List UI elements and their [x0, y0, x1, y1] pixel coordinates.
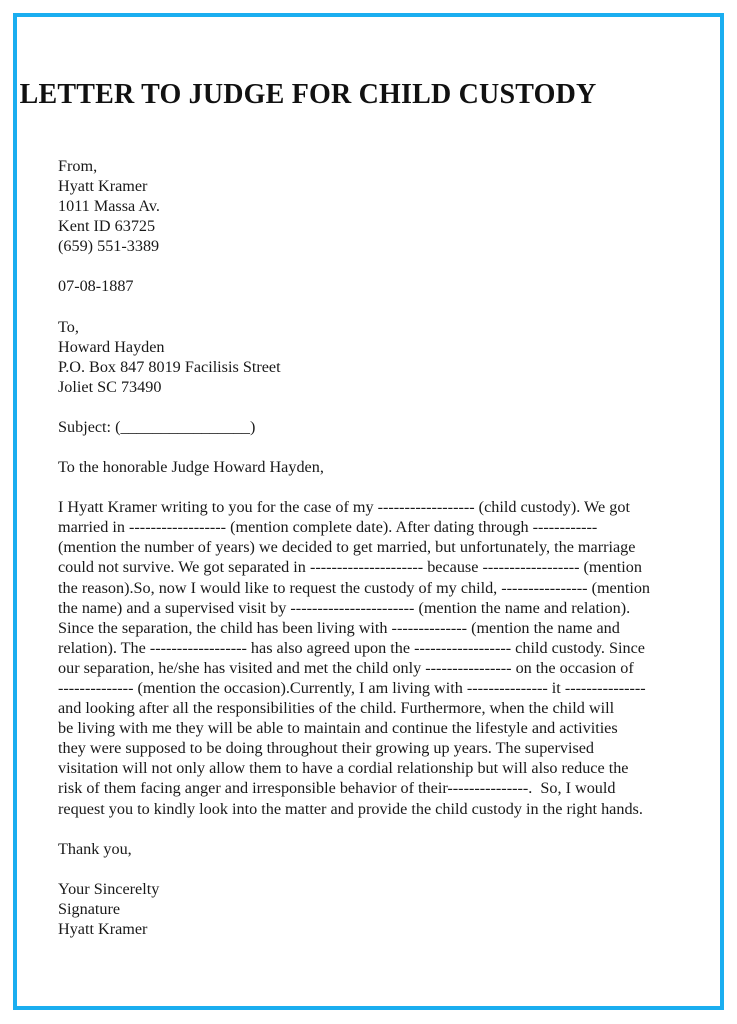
recipient-street: P.O. Box 847 8019 Facilisis Street	[58, 357, 281, 376]
sender-name: Hyatt Kramer	[58, 177, 148, 196]
body-line: they were supposed to be doing throughout their growing up years. The supervised	[58, 739, 595, 758]
body-lines	[58, 497, 678, 819]
salutation-text: To the honorable Judge Howard Hayden,	[58, 458, 324, 477]
body-line: the reason).So, now I would like to request the custody of my child, ---------------- (mention	[58, 578, 651, 597]
body-line: I Hyatt Kramer writing to you for the case of my ------------------ (child custody). We got	[58, 498, 630, 517]
spacer-after-date	[58, 297, 678, 317]
recipient-name: Howard Hayden	[58, 337, 165, 356]
salutation-block	[58, 457, 678, 477]
subject-text: Subject: (________________)	[58, 417, 256, 436]
spacer-after-body	[58, 819, 678, 839]
signer-name: Hyatt Kramer	[58, 919, 148, 938]
body-line: be living with me they will be able to maintain and continue the lifestyle and activities	[58, 719, 618, 738]
body-line: could not survive. We got separated in --------------------- because ------------------ (mention	[58, 558, 642, 577]
sender-block	[58, 156, 678, 256]
recipient-block	[58, 317, 678, 397]
letter-body-block	[58, 156, 678, 939]
body-line: our separation, he/she has visited and met the child only ---------------- on the occasion of	[58, 658, 634, 677]
body-line: the name) and a supervised visit by ----------------------- (mention the name and relation).	[58, 598, 631, 617]
signoff-block	[58, 879, 678, 939]
body-paragraph	[58, 497, 678, 819]
body-line: and looking after all the responsibilities of the child. Furthermore, when the child will	[58, 699, 615, 718]
letter-date: 07-08-1887	[58, 277, 134, 296]
recipient-city-state-zip: Joliet SC 73490	[58, 377, 162, 396]
body-line: Since the separation, the child has been living with -------------- (mention the name and	[58, 618, 620, 637]
thanks-block	[58, 839, 678, 859]
body-line: married in ------------------ (mention complete date). After dating through ------------	[58, 518, 598, 537]
spacer-after-subject	[58, 437, 678, 457]
signature-label: Signature	[58, 899, 121, 918]
body-line: -------------- (mention the occasion).Currently, I am living with --------------- it ---------------	[58, 678, 646, 697]
body-line: request you to kindly look into the matter and provide the child custody in the right hands.	[58, 799, 643, 818]
spacer-after-recipient	[58, 397, 678, 417]
spacer-after-sender	[58, 256, 678, 276]
sender-street: 1011 Massa Av.	[58, 197, 160, 216]
spacer-after-salutation	[58, 477, 678, 497]
spacer-after-thanks	[58, 859, 678, 879]
letter-date-block	[58, 276, 678, 296]
sender-city-state-zip: Kent ID 63725	[58, 217, 156, 236]
sender-phone: (659) 551-3389	[58, 237, 160, 256]
sender-label: From,	[58, 157, 98, 175]
body-line: (mention the number of years) we decided to get married, but unfortunately, the marriage	[58, 538, 636, 557]
body-line: risk of them facing anger and irresponsible behavior of their---------------. So, I would	[58, 779, 616, 798]
subject-block	[58, 417, 678, 437]
page-title: LETTER TO JUDGE FOR CHILD CUSTODY	[19, 79, 597, 110]
sincerely-text: Your Sincerelty	[58, 879, 160, 898]
thanks-text: Thank you,	[58, 839, 132, 858]
recipient-label: To,	[58, 317, 79, 336]
body-line: visitation will not only allow them to have a cordial relationship but will also reduce the	[58, 759, 629, 778]
body-line: relation). The ------------------ has also agreed upon the ------------------ child custody. Since	[58, 638, 645, 657]
